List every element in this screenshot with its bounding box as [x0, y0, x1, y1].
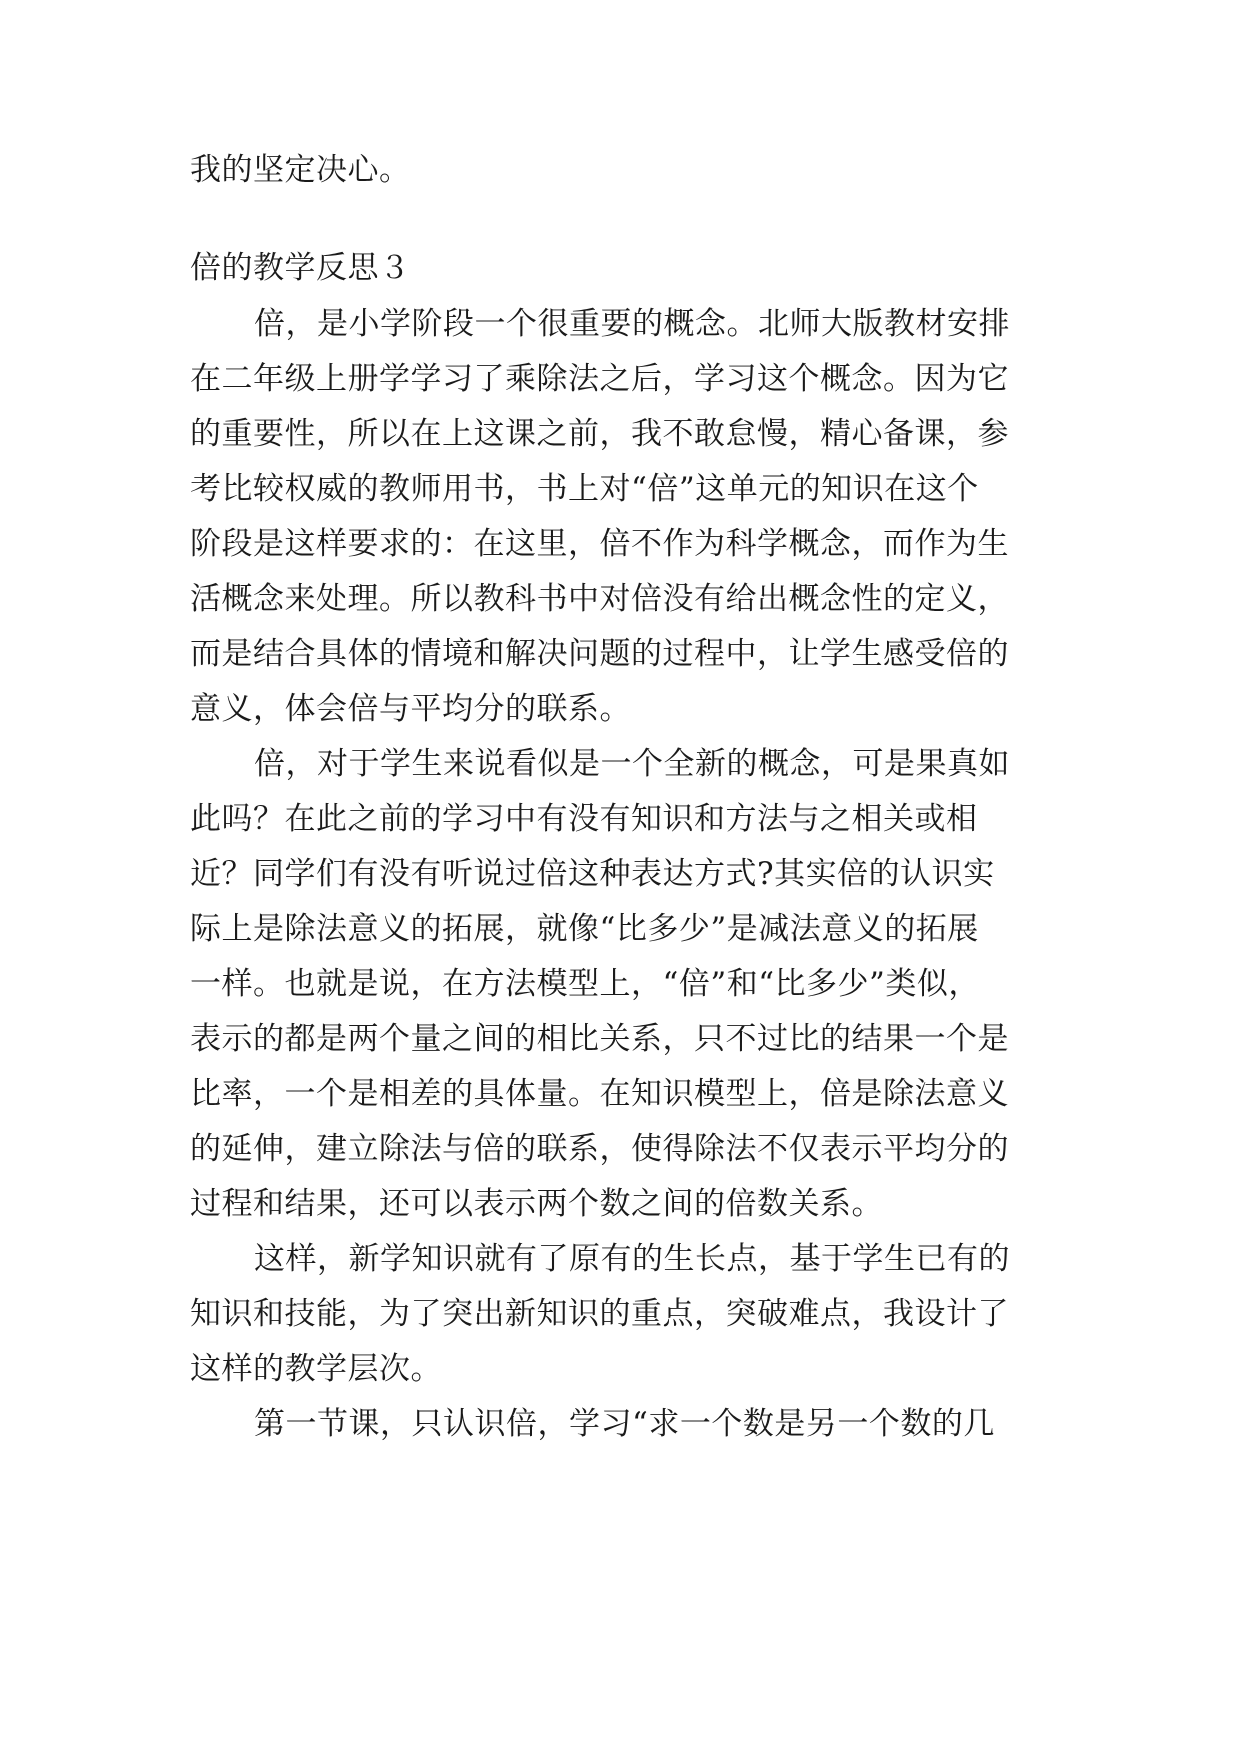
paragraph-3-line-1: 这样，新学知识就有了原有的生长点，基于学生已有的 — [254, 1241, 1010, 1277]
paragraph-1-line-3: 的重要性，所以在上这课之前，我不敢怠慢，精心备课，参 — [190, 416, 1009, 452]
paragraph-2-line-5: 一样。也就是说，在方法模型上，“倍”和“比多少”类似， — [190, 966, 980, 1002]
paragraph-1-line-6: 活概念来处理。所以教科书中对倍没有给出概念性的定义， — [190, 581, 1009, 617]
paragraph-2-line-6: 表示的都是两个量之间的相比关系，只不过比的结果一个是 — [190, 1021, 1009, 1057]
paragraph-2-line-9: 过程和结果，还可以表示两个数之间的倍数关系。 — [190, 1186, 883, 1222]
paragraph-1-line-7: 而是结合具体的情境和解决问题的过程中，让学生感受倍的 — [190, 636, 1009, 672]
paragraph-4-line-1: 第一节课，只认识倍，学习“求一个数是另一个数的几 — [254, 1406, 995, 1442]
top-fragment: 我的坚定决心。 — [190, 152, 411, 188]
paragraph-2-line-8: 的延伸，建立除法与倍的联系，使得除法不仅表示平均分的 — [190, 1131, 1009, 1167]
paragraph-1-line-8: 意义，体会倍与平均分的联系。 — [190, 691, 631, 727]
paragraph-2-line-2: 此吗？在此之前的学习中有没有知识和方法与之相关或相 — [190, 801, 978, 837]
paragraph-2-line-3: 近？同学们有没有听说过倍这种表达方式?其实倍的认识实 — [190, 856, 995, 892]
paragraph-3-line-3: 这样的教学层次。 — [190, 1351, 442, 1387]
paragraph-2-line-7: 比率，一个是相差的具体量。在知识模型上，倍是除法意义 — [190, 1076, 1009, 1112]
paragraph-3-line-2: 知识和技能，为了突出新知识的重点，突破难点，我设计了 — [190, 1296, 1009, 1332]
section-heading: 倍的教学反思３ — [190, 250, 411, 286]
paragraph-2-line-4: 际上是除法意义的拓展，就像“比多少”是减法意义的拓展 — [190, 911, 979, 947]
paragraph-1-line-4: 考比较权威的教师用书，书上对“倍”这单元的知识在这个 — [190, 471, 979, 507]
paragraph-1-line-5: 阶段是这样要求的：在这里，倍不作为科学概念，而作为生 — [190, 526, 1009, 562]
paragraph-2-line-1: 倍，对于学生来说看似是一个全新的概念，可是果真如 — [254, 746, 1010, 782]
paragraph-1-line-1: 倍，是小学阶段一个很重要的概念。北师大版教材安排 — [254, 306, 1010, 342]
paragraph-1-line-2: 在二年级上册学学习了乘除法之后，学习这个概念。因为它 — [190, 361, 1009, 397]
